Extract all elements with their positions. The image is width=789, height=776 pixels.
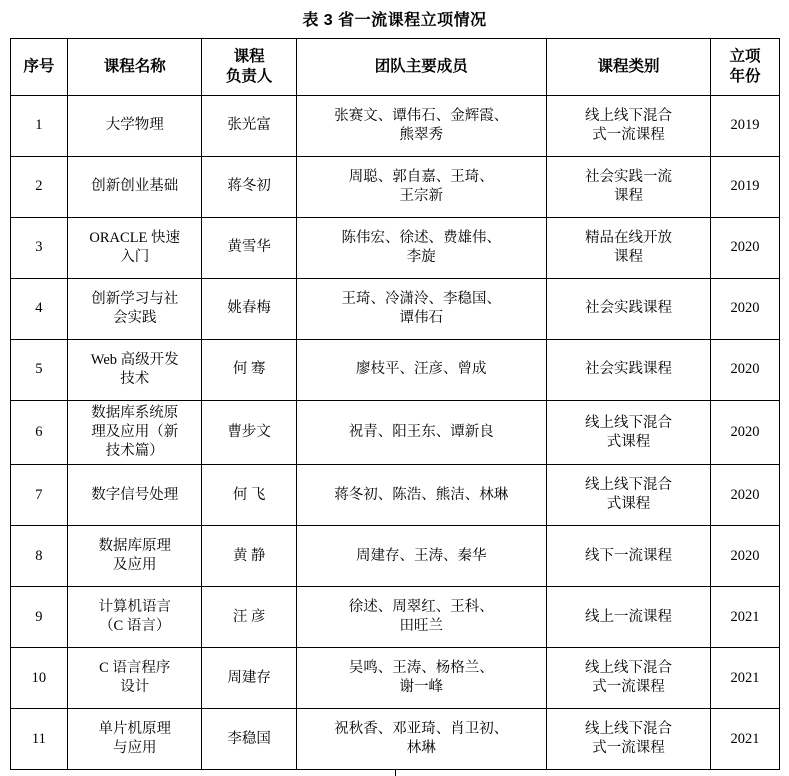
cell-course-type-lines xyxy=(550,720,708,758)
line: 李旋 xyxy=(406,249,436,265)
line: 数字信号处理 xyxy=(91,486,179,503)
table-header xyxy=(10,39,779,96)
cell-team-members xyxy=(297,587,546,648)
line: 精品在线开放 xyxy=(584,229,672,246)
cell-course-leader-lines xyxy=(205,423,293,442)
cell-team-members-lines xyxy=(300,720,542,758)
line: 大学物理 xyxy=(105,117,164,134)
cell-course-leader xyxy=(202,526,297,587)
cell-course-type-lines xyxy=(550,608,708,627)
line: 线上一流课程 xyxy=(584,608,672,625)
cell-course-name-lines xyxy=(71,351,198,389)
cell-course-name-lines xyxy=(71,404,198,461)
table-header-row xyxy=(10,39,779,96)
line: 陈伟宏、徐述、费雄伟、 xyxy=(341,229,502,246)
line: 理及应用（新 xyxy=(91,424,179,441)
cell-team-members xyxy=(297,648,546,709)
column-header-team-line-1: 团队主要成员 xyxy=(374,57,468,75)
cell-index: 7 xyxy=(10,465,68,526)
column-header-leader-line-2: 负责人 xyxy=(225,68,273,85)
cell-course-leader xyxy=(202,465,297,526)
cell-course-name-lines xyxy=(71,116,198,135)
table-row xyxy=(10,340,779,401)
cell-course-type-lines xyxy=(550,299,708,318)
cell-course-type xyxy=(546,401,711,465)
cell-course-name xyxy=(68,340,202,401)
page-title: 表 3 省一流课程立项情况 xyxy=(302,12,487,29)
line: 会实践 xyxy=(112,310,157,326)
cell-team-members xyxy=(297,526,546,587)
line: 设计 xyxy=(120,679,150,696)
cell-team-members xyxy=(297,709,546,770)
line: 课程 xyxy=(613,188,643,204)
line: 蒋冬初、陈浩、熊洁、林琳 xyxy=(334,486,509,503)
line: 社会实践课程 xyxy=(584,361,672,378)
line: 田旺兰 xyxy=(399,618,444,635)
line: 徐述、周翠红、王科、 xyxy=(348,599,494,616)
column-header-year-line-1: 立项 xyxy=(729,47,761,65)
cell-course-leader xyxy=(202,96,297,157)
cell-course-type xyxy=(546,648,711,709)
cell-course-type-lines xyxy=(550,107,708,145)
line: 周聪、郭自嘉、王琦、 xyxy=(348,168,494,185)
cell-course-leader-lines xyxy=(205,238,293,257)
cell-course-leader xyxy=(202,401,297,465)
line: 创新学习与社 xyxy=(91,290,179,307)
cell-course-leader xyxy=(202,157,297,218)
cell-course-type xyxy=(546,157,711,218)
column-header-index xyxy=(10,39,68,96)
line: 创新创业基础 xyxy=(91,178,179,195)
cell-approval-year: 2019 xyxy=(711,96,779,157)
cell-team-members-lines xyxy=(300,107,542,145)
cell-index: 1 xyxy=(10,96,68,157)
line: 线上线下混合 xyxy=(584,414,672,431)
column-divider-tick xyxy=(395,770,396,776)
cell-course-leader-lines xyxy=(205,669,293,688)
cell-course-type-lines xyxy=(550,229,708,267)
line: 线上线下混合 xyxy=(584,477,672,494)
line: ORACLE 快速 xyxy=(89,229,181,246)
cell-course-type xyxy=(546,587,711,648)
column-header-leader-line-1: 课程 xyxy=(233,47,265,65)
line: 张赛文、谭伟石、金辉霞、 xyxy=(334,107,509,124)
cell-course-name-lines xyxy=(71,598,198,636)
cell-course-type xyxy=(546,279,711,340)
cell-team-members-lines xyxy=(300,423,542,442)
line: 周建存 xyxy=(227,669,271,686)
cell-course-leader-lines xyxy=(205,299,293,318)
cell-course-leader xyxy=(202,340,297,401)
cell-course-name xyxy=(68,526,202,587)
table-row xyxy=(10,96,779,157)
cell-course-type-lines xyxy=(550,360,708,379)
line: 王宗新 xyxy=(399,188,444,204)
line: 姚春梅 xyxy=(227,300,271,317)
cell-course-type-lines xyxy=(550,414,708,452)
line: 谭伟石 xyxy=(399,310,444,326)
column-header-year-lines xyxy=(714,47,775,88)
column-header-type-line-1: 课程类别 xyxy=(597,57,660,75)
cell-course-name-lines xyxy=(71,537,198,575)
column-header-year xyxy=(711,39,779,96)
line: 单片机原理 xyxy=(98,721,171,738)
line: 曹步文 xyxy=(227,424,271,441)
cell-course-leader xyxy=(202,218,297,279)
cell-approval-year: 2019 xyxy=(711,157,779,218)
line: 何 飞 xyxy=(232,486,266,503)
cell-team-members-lines xyxy=(300,168,542,206)
line: 李稳国 xyxy=(227,730,271,747)
table-row xyxy=(10,526,779,587)
cell-course-type xyxy=(546,340,711,401)
line: 黄 静 xyxy=(232,547,266,564)
line: 林琳 xyxy=(406,740,436,757)
cell-team-members-lines xyxy=(300,229,542,267)
cell-team-members-lines xyxy=(300,547,542,566)
cell-course-type xyxy=(546,526,711,587)
cell-course-name xyxy=(68,401,202,465)
cell-course-name-lines xyxy=(71,177,198,196)
cell-team-members-lines xyxy=(300,486,542,505)
line: 与应用 xyxy=(112,740,157,757)
cell-team-members xyxy=(297,96,546,157)
table-row xyxy=(10,157,779,218)
cell-approval-year: 2020 xyxy=(711,465,779,526)
cell-course-type xyxy=(546,709,711,770)
line: 数据库原理 xyxy=(98,538,171,555)
column-header-name xyxy=(68,39,202,96)
cell-team-members xyxy=(297,465,546,526)
line: 式一流课程 xyxy=(592,127,665,143)
cell-course-leader xyxy=(202,279,297,340)
cell-approval-year: 2020 xyxy=(711,279,779,340)
cell-course-type-lines xyxy=(550,476,708,514)
cell-approval-year: 2021 xyxy=(711,587,779,648)
line: 汪 彦 xyxy=(232,608,266,625)
line: 技术 xyxy=(120,371,150,387)
column-header-leader-lines xyxy=(205,47,293,88)
line: C 语言程序 xyxy=(99,660,171,677)
cell-course-name-lines xyxy=(71,720,198,758)
cell-team-members xyxy=(297,401,546,465)
cell-course-leader-lines xyxy=(205,177,293,196)
cell-index: 9 xyxy=(10,587,68,648)
line: Web 高级开发 xyxy=(90,351,179,368)
cell-team-members xyxy=(297,340,546,401)
cell-course-leader xyxy=(202,587,297,648)
column-header-year-line-2: 年份 xyxy=(729,68,761,85)
table-row xyxy=(10,279,779,340)
line: 线上线下混合 xyxy=(584,721,672,738)
line: 熊翠秀 xyxy=(399,127,444,143)
line: 及应用 xyxy=(112,557,157,574)
column-header-team xyxy=(297,39,546,96)
cell-index: 11 xyxy=(10,709,68,770)
cell-course-leader xyxy=(202,709,297,770)
cell-course-leader-lines xyxy=(205,360,293,379)
cell-course-leader-lines xyxy=(205,486,293,505)
cell-index: 4 xyxy=(10,279,68,340)
line: 黄雪华 xyxy=(227,239,271,256)
cell-course-name xyxy=(68,96,202,157)
line: 线上线下混合 xyxy=(584,107,672,124)
cell-approval-year: 2020 xyxy=(711,401,779,465)
column-header-name-line-1: 课程名称 xyxy=(103,57,166,75)
cell-approval-year: 2021 xyxy=(711,648,779,709)
cell-team-members xyxy=(297,279,546,340)
cell-approval-year: 2020 xyxy=(711,218,779,279)
cell-team-members-lines xyxy=(300,290,542,328)
cell-course-type-lines xyxy=(550,168,708,206)
cell-approval-year: 2020 xyxy=(711,526,779,587)
cell-index: 5 xyxy=(10,340,68,401)
cell-course-name xyxy=(68,465,202,526)
cell-course-type-lines xyxy=(550,659,708,697)
line: 式课程 xyxy=(606,496,651,513)
cell-course-type-lines xyxy=(550,547,708,566)
cell-course-name xyxy=(68,218,202,279)
cell-course-leader-lines xyxy=(205,730,293,749)
cell-course-leader-lines xyxy=(205,608,293,627)
line: 数据库系统原 xyxy=(91,405,179,421)
cell-team-members-lines xyxy=(300,360,542,379)
line: 计算机语言 xyxy=(98,599,171,616)
cell-approval-year: 2021 xyxy=(711,709,779,770)
table-row xyxy=(10,709,779,770)
column-header-type xyxy=(546,39,711,96)
cell-course-name xyxy=(68,157,202,218)
line: 式一流课程 xyxy=(592,679,665,696)
cell-index: 6 xyxy=(10,401,68,465)
line: 社会实践课程 xyxy=(584,300,672,317)
line: 周建存、王涛、秦华 xyxy=(356,547,487,564)
cell-course-name xyxy=(68,587,202,648)
cell-index: 8 xyxy=(10,526,68,587)
cell-course-leader xyxy=(202,648,297,709)
line: 蒋冬初 xyxy=(227,178,271,195)
line: 入门 xyxy=(120,249,150,265)
document-page xyxy=(0,7,789,776)
cell-course-name xyxy=(68,709,202,770)
table-row xyxy=(10,218,779,279)
cell-course-name-lines xyxy=(71,486,198,505)
line: 线下一流课程 xyxy=(584,547,672,564)
cell-course-name xyxy=(68,279,202,340)
cell-index: 10 xyxy=(10,648,68,709)
table-row xyxy=(10,587,779,648)
cell-team-members-lines xyxy=(300,659,542,697)
cell-index: 2 xyxy=(10,157,68,218)
line: （C 语言） xyxy=(99,618,171,635)
line: 课程 xyxy=(613,249,643,265)
line: 谢一峰 xyxy=(399,679,444,696)
column-header-index-line-1: 序号 xyxy=(23,57,55,75)
cell-course-name-lines xyxy=(71,659,198,697)
cell-course-leader-lines xyxy=(205,547,293,566)
cell-team-members xyxy=(297,218,546,279)
line: 社会实践一流 xyxy=(584,168,672,185)
line: 何 骞 xyxy=(232,361,266,378)
course-approval-table xyxy=(10,38,780,770)
cell-course-name-lines xyxy=(71,290,198,328)
cell-course-name xyxy=(68,648,202,709)
cell-course-type xyxy=(546,465,711,526)
table-row xyxy=(10,648,779,709)
page-bottom-edge xyxy=(10,770,780,776)
cell-approval-year: 2020 xyxy=(711,340,779,401)
column-header-leader xyxy=(202,39,297,96)
line: 张光富 xyxy=(227,117,271,134)
cell-course-name-lines xyxy=(71,229,198,267)
line: 祝青、阳王东、谭新良 xyxy=(348,424,494,441)
line: 技术篇） xyxy=(105,443,164,460)
line: 吴鸣、王涛、杨格兰、 xyxy=(348,660,494,677)
line: 式课程 xyxy=(606,433,651,450)
cell-course-leader-lines xyxy=(205,116,293,135)
cell-index: 3 xyxy=(10,218,68,279)
cell-course-type xyxy=(546,218,711,279)
line: 线上线下混合 xyxy=(584,660,672,677)
line: 王琦、冷潇泠、李稳国、 xyxy=(341,290,502,307)
table-body xyxy=(10,96,779,770)
line: 式一流课程 xyxy=(592,740,665,757)
cell-team-members-lines xyxy=(300,598,542,636)
cell-course-type xyxy=(546,96,711,157)
line: 廖枝平、汪彦、曾成 xyxy=(356,361,487,378)
line: 祝秋香、邓亚琦、肖卫初、 xyxy=(334,721,509,738)
cell-team-members xyxy=(297,157,546,218)
table-row xyxy=(10,465,779,526)
table-row xyxy=(10,401,779,465)
